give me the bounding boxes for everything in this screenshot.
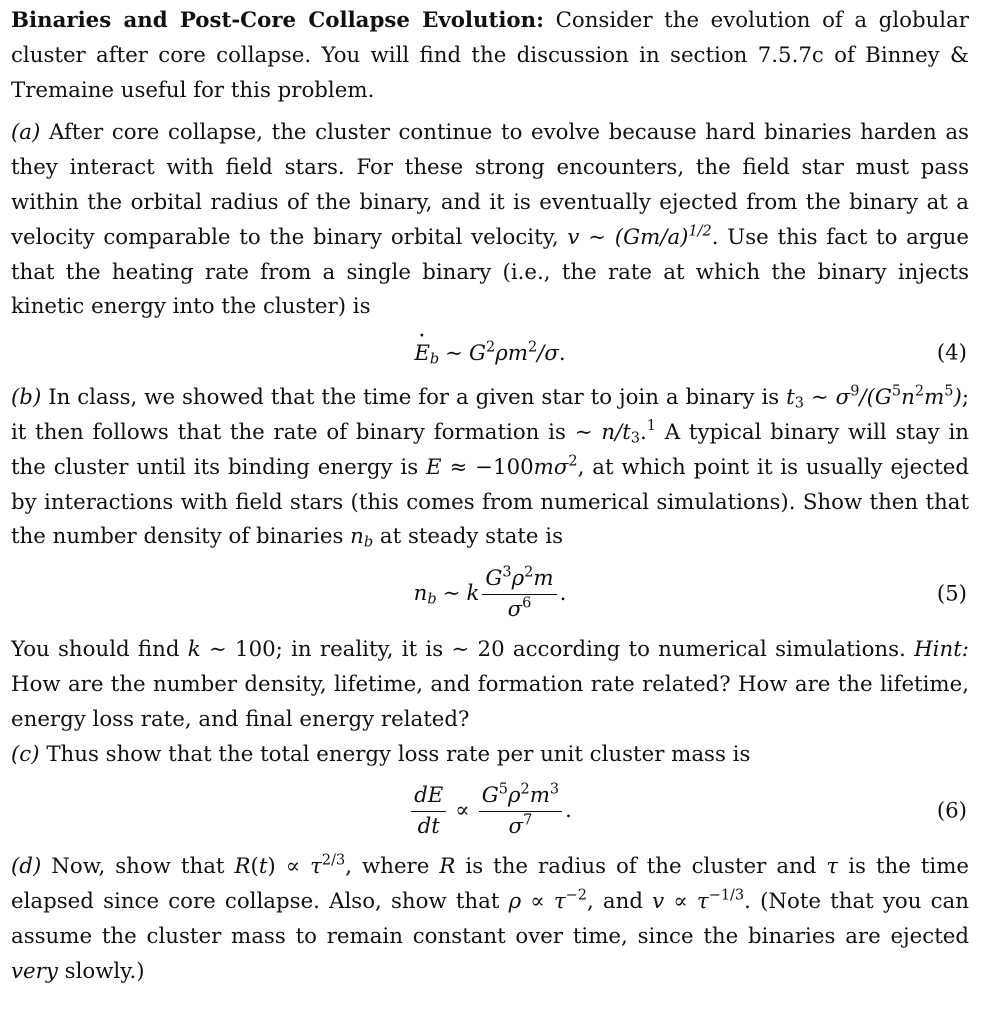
part-b-k-expr: k ∼ [187,637,227,663]
part-b-hint-label: Hint: [914,637,969,663]
part-d-density-expr: $\rho \propto \tau^{-2}$ [508,887,587,915]
part-d-text-4: is the time elapsed since core collapse. Also, show that [11,854,969,915]
part-b-text-5: at steady state is [379,524,564,550]
part-b-nb-symbol: $n_b$ [350,524,374,551]
problem-title: Binaries and Post-Core Collapse Evolution: [11,8,544,33]
part-b-text-4: , at which point it is usually ejected by interactions with field stars (this comes from numerical simulations). Show then that the number density of binaries [11,454,969,550]
part-b-hint-text: How are the number density, lifetime, and formation rate related? How are the lifetime, energy loss rate, and final energy related? [11,671,969,732]
part-b-label: (b) [11,385,42,411]
part-d-text-2: , where [345,854,430,880]
equation-4-number: (4) [936,340,967,366]
part-b-paragraph [11,381,969,555]
part-d-radius-expr: $R(t) \propto \tau^{2/3}$ [234,852,346,880]
part-c-text: Thus show that the total energy loss rate per unit cluster mass is [46,741,751,767]
part-d-tau-symbol: τ [826,854,839,880]
part-d-paragraph [11,850,969,989]
intro-text: Consider the evolution of a globular cluster after core collapse. You will find the discussion in section 7.5.7c of Binney & Tremaine useful for this problem. [11,8,969,103]
equation-6-expr: $\frac{dE}{dt}$ ∝ $\frac{G^5\rho^2m^3}{\sigma^7}$ . [408,783,572,840]
part-a-label: (a) [11,120,41,146]
part-b-energy-expr: $E \approx -100m\sigma^2$ [426,453,578,480]
part-d-text-7: slowly.) [64,958,145,984]
equation-4-expr: · $E_b$ ∼ $G^2\rho m^2/\sigma$. [414,341,565,366]
part-b-text-8: 20 according to numerical simulations. [477,637,906,663]
equation-6-number: (6) [936,798,967,824]
part-a-text-2: . Use this fact to argue that the heating rate from a single binary (i.e., the rate at which the binary injects kinetic energy into the cluster) is [11,224,969,320]
part-b-sim-approx: ∼ [451,637,470,663]
equation-5-number: (5) [936,581,967,607]
part-a-text-1: After core collapse, the cluster continue to evolve because hard binaries harden as they interact with field stars. For these strong encounters, the field star must pass within the orbital radius of the binary, and it is eventually ejected from the binary at a velocity comparable to the binary orbital velocity, [11,120,969,250]
part-d-text-1: Now, show that [51,854,225,880]
intro-paragraph [11,4,969,108]
part-b-text-7: 100; in reality, it is [235,637,444,663]
equation-6 [11,772,969,850]
part-d-text-5: , and [586,889,643,915]
part-d-emphasis: very [11,958,58,984]
part-d-label: (d) [11,854,42,880]
part-c-label: (c) [11,741,40,767]
part-b-t3-expr: $t_3$ ∼ $\sigma^9/(G^5n^2m^5)$ [786,383,962,412]
part-a-paragraph [11,116,969,325]
part-b-text-3: A typical binary will stay in the cluster until its binding energy is [11,419,969,480]
part-b-continued [11,633,969,737]
part-d-text-6: . (Note that you can assume the cluster mass to remain constant over time, since the binaries are ejected [11,889,969,949]
equation-5-expr: $n_b$ ∼ k $\frac{G^3\rho^2m}{\sigma^6}$ . [413,564,567,622]
part-c-paragraph [11,738,969,773]
part-b-text-6: You should find [11,637,180,663]
part-b-rate-expr: ∼ $n/t_3.^1$ [574,418,656,447]
part-b-text-1: In class, we showed that the time for a given star to join a binary is [48,385,780,411]
part-d-velocity-expr: $v \propto \tau^{-1/3}$ [652,887,745,915]
equation-5 [11,555,969,633]
part-d-r-symbol: R [439,854,456,880]
equation-4 [11,325,969,381]
part-b-text-2: ; it then follows that the rate of binary formation is [11,385,969,445]
part-d-text-3: is the radius of the cluster and [465,854,817,880]
part-a-velocity-expr: v ∼ $(Gm/a)^{1/2}$ [567,223,712,250]
